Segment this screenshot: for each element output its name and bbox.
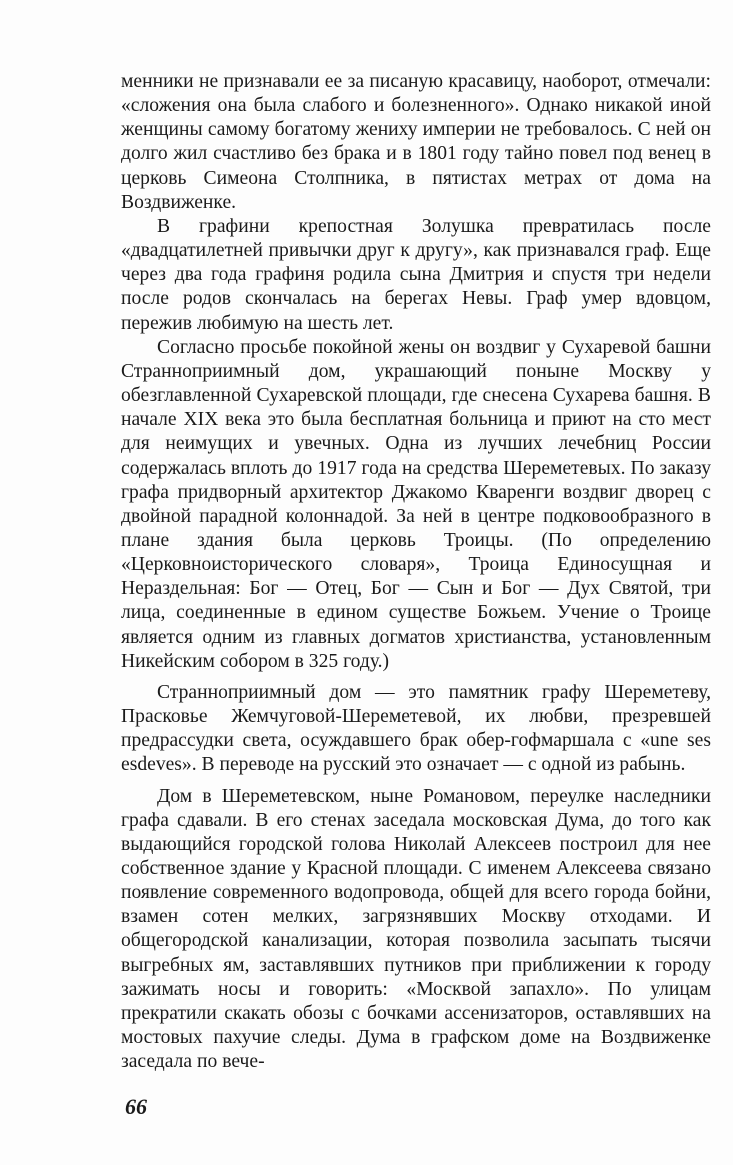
page-number: 66	[125, 1094, 147, 1119]
paragraph-4: Странноприимный дом — это памятник графу Шереметеву, Прасковье Жемчуговой-Шереметевой, их любви, презревшей предрассудки света, осуждавшего брак обер-гофмаршала с «une ses esdeves». В переводе на русский это означает — с одной из рабынь.	[121, 681, 711, 776]
paragraph-1: менники не признавали ее за писаную красавицу, наоборот, отмечали: «сложения она была слабого и болезненного». Однако никакой иной женщины самому богатому жениху империи не требовалось. С ней он долго жил счастливо без брака и в 1801 году тайно повел под венец в церковь Симеона Столпника, в пятистах метрах от дома на Воздвиженке.	[121, 71, 711, 213]
paragraph-3: Согласно просьбе покойной жены он воздвиг у Сухаревой башни Странноприимный дом, украшающий поныне Москву у обезглавленной Сухаревской площади, где снесена Сухарева башня. В начале XIX века это была бесплатная больница и приют на сто мест для неимущих и увечных. Одна из лучших лечебниц России содержалась вплоть до 1917 года на средства Шереметевых. По заказу графа придворный архитектор Джакомо Кваренги воздвиг дворец с двойной парадной колоннадой. За ней в центре подковообразного в плане здания была церковь Троицы. (По определению «Церковноисторического словаря», Троица Единосущная и Нераздельная: Бог — Отец, Бог — Сын и Бог — Дух Святой, три лица, соединенные в едином существе Божьем. Учение о Троице является одним из главных догматов христианства, установленным Никейским собором в 325 году.)	[121, 336, 711, 672]
paragraph-5: Дом в Шереметевском, ныне Романовом, переулке наследники графа сдавали. В его стенах заседала московская Дума, до того как выдающийся городской голова Николай Алексеев построил для нее собственное здание у Красной площади. С именем Алексеева связано появление современного водопровода, общей для всего города бойни, взамен сотен мелких, загрязнявших Москву отходами. И общегородской канализации, которая позволила засыпать тысячи выгребных ям, заставлявших путников при приближении к городу зажимать носы и говорить: «Москвой запахло». По улицам прекратили скакать обозы с бочками ассенизаторов, оставлявших на мостовых пахучие следы. Дума в графском доме на Воздвиженке заседала по вече-	[121, 785, 711, 1073]
page-text	[121, 70, 711, 1074]
paragraph-2: В графини крепостная Золушка превратилась после «двадцатилетней привычки друг к другу», как признавался граф. Еще через два года графиня родила сына Дмитрия и спустя три недели после родов скончалась на берегах Невы. Граф умер вдовцом, пережив любимую на шесть лет.	[121, 215, 711, 334]
